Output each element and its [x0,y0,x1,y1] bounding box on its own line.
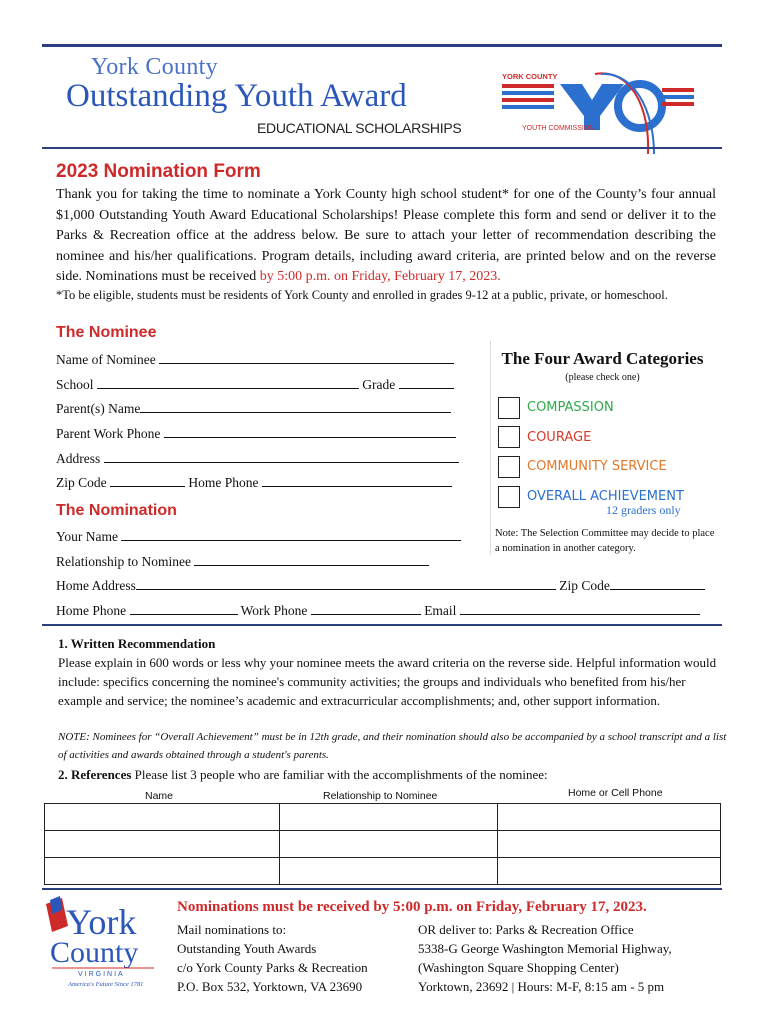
york-county-logo [42,896,167,988]
community-service-checkbox[interactable] [498,456,520,478]
reference-name-cell[interactable] [45,858,280,885]
reference-phone-cell[interactable] [498,804,721,831]
top-rule [42,44,722,47]
community-service-label: COMMUNITY SERVICE [527,459,667,474]
references-instructions [58,767,548,783]
selection-committee-note: Note: The Selection Committee may decide to place a nomination in another category. [495,528,715,554]
written-recommendation-body: Please explain in 600 words or less why your nominee meets the award criteria on the reverse side. Helpful information would include: specifics concerning the nominee's community activities; the groups and individuals who benefited from his/her example and service; the nominee’s academic and extracurricular accomplishments; and, other support information. [58,655,717,708]
home-address-field[interactable] [56,577,705,594]
footer-deadline: Nominations must be received by 5:00 p.m. on Friday, February 17, 2023. [177,899,647,915]
courage-label: COURAGE [527,430,592,445]
overall-achievement-label: OVERALL ACHIEVEMENT [527,489,684,504]
references-table [44,803,721,885]
reference-name-cell[interactable] [45,804,280,831]
relationship-label: Relationship to Nominee [56,554,191,569]
intro-paragraph [56,185,716,288]
col-phone: Home or Cell Phone [568,787,663,799]
logo-top-text: YORK COUNTY [502,72,558,81]
parent-work-phone-label: Parent Work Phone [56,426,161,441]
nominee-name-field[interactable] [56,351,454,368]
youth-commission-logo [500,66,700,156]
your-name-label: Your Name [56,529,119,544]
county-logo-tagline: America's Future Since 1781 [68,981,144,988]
form-title: 2023 Nomination Form [56,161,261,182]
phone-email-field[interactable] [56,602,700,619]
deliver-address-block [418,920,672,996]
categories-title: The Four Award Categories [501,349,704,368]
county-logo-york: York [66,902,137,942]
category-divider [490,340,491,555]
home-address-label: Home Address [56,578,136,593]
nominee-name-label: Name of Nominee [56,352,156,367]
written-recommendation-title: 1. Written Recommendation [58,636,216,651]
parents-label: Parent(s) Name [56,401,141,416]
overall-achievement-note: NOTE: Nominees for “Overall Achievement” must be in 12th grade, and their nomination should also be accompanied by a school transcript and a list of activities and awards obtained through a student's parents. [58,731,727,761]
nomination-heading: The Nomination [56,502,177,519]
work-phone-label: Work Phone [240,603,308,618]
logo-bottom-text: YOUTH COMMISSION [522,125,595,132]
mail-line: Mail nominations to: [177,922,287,937]
header-county: York County [91,54,218,80]
home-phone-label: Home Phone [188,475,259,490]
table-row [45,804,721,831]
reference-phone-cell[interactable] [498,831,721,858]
parents-field[interactable] [56,400,451,417]
grade-label: Grade [362,377,396,392]
footer-rule [42,888,722,890]
nomination-zip-label: Zip Code [559,578,610,593]
compassion-checkbox[interactable] [498,397,520,419]
reference-relationship-cell[interactable] [280,804,498,831]
deliver-line: Yorktown, 23692 | Hours: M-F, 8:15 am - 5 pm [418,979,665,994]
reference-relationship-cell[interactable] [280,831,498,858]
zip-phone-field[interactable] [56,474,452,491]
mid-rule [42,624,722,626]
col-relationship: Relationship to Nominee [323,790,438,802]
compassion-label: COMPASSION [527,400,614,415]
reference-phone-cell[interactable] [498,858,721,885]
deliver-line: OR deliver to: Parks & Recreation Office [418,922,634,937]
references-label: 2. References [58,767,132,782]
nominee-heading: The Nominee [56,324,157,341]
courage-checkbox[interactable] [498,426,520,448]
intro-text: Thank you for taking the time to nominate a York County high school student* for one of the County’s four annual $1,000 Outstanding Youth Award Educational Scholarships! Please complete this form and send or deliver it to the Parks & Recreation office at the address below. Be sure to attach your letter of recommendation describing the nominee and his/her qualifications. Program details, including award criteria, are printed below and on the reverse side. Nominations must be received [56,187,716,284]
categories-subtitle: (please check one) [565,372,640,383]
email-label: Email [424,603,457,618]
intro-deadline: by 5:00 p.m. on Friday, February 17, 2023. [259,269,501,284]
mail-address-block [177,920,368,996]
address-label: Address [56,451,101,466]
table-row [45,858,721,885]
mail-line: P.O. Box 532, Yorktown, VA 23690 [177,979,363,994]
table-row [45,831,721,858]
mail-line: c/o York County Parks & Recreation [177,960,368,975]
zip-label: Zip Code [56,475,107,490]
references-text: Please list 3 people who are familiar with the accomplishments of the nominee: [131,767,548,782]
county-logo-virginia: VIRGINIA [78,971,125,978]
header-rule [42,147,722,149]
eligibility-note: *To be eligible, students must be residents of York County and enrolled in grades 9-12 at a public, private, or homeschool. [56,288,668,302]
county-logo-county: County [50,936,139,969]
mail-line: Outstanding Youth Awards [177,941,317,956]
header-subtitle: EDUCATIONAL SCHOLARSHIPS [257,120,462,136]
school-label: School [56,377,94,392]
deliver-line: 5338-G George Washington Memorial Highway, [418,941,672,956]
school-field[interactable] [56,376,454,393]
relationship-field[interactable] [56,553,429,570]
grade-only-note: 12 graders only [606,503,681,517]
deliver-line: (Washington Square Shopping Center) [418,960,619,975]
overall-achievement-checkbox[interactable] [498,486,520,508]
your-name-field[interactable] [56,528,461,545]
nomination-home-phone-label: Home Phone [56,603,127,618]
reference-relationship-cell[interactable] [280,858,498,885]
col-name: Name [145,790,174,802]
header-award-title: Outstanding Youth Award [66,78,407,114]
address-field[interactable] [56,450,459,467]
reference-name-cell[interactable] [45,831,280,858]
parent-work-phone-field[interactable] [56,425,456,442]
